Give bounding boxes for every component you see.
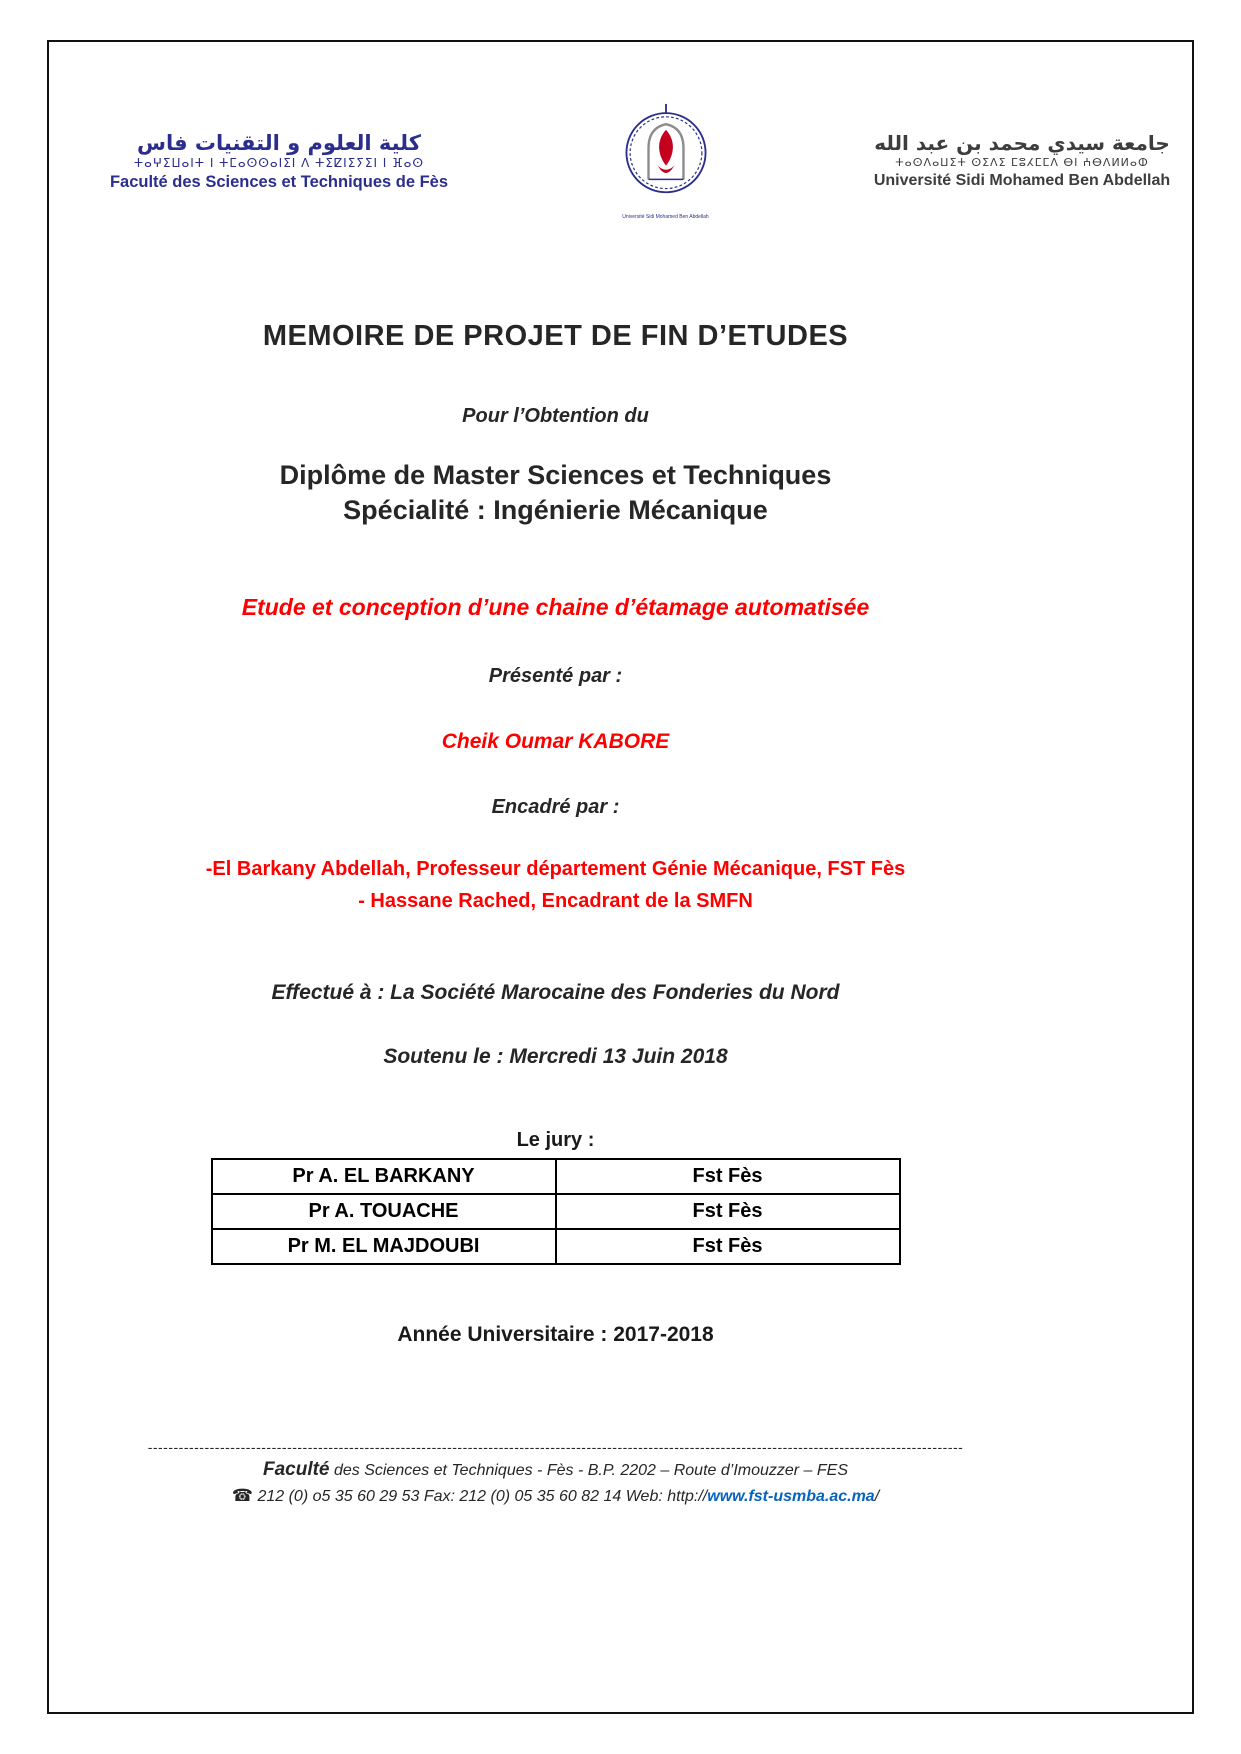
university-name-arabic: جامعة سيدي محمد بن عبد الله bbox=[874, 131, 1170, 156]
jury-member-name: Pr A. EL BARKANY bbox=[212, 1159, 556, 1194]
page-footer bbox=[109, 1439, 1002, 1506]
jury-label: Le jury : bbox=[516, 1129, 595, 1152]
footer-contact-line bbox=[109, 1486, 1002, 1506]
faculty-name-arabic: كلية العلوم و التقنيات فاس bbox=[137, 130, 421, 155]
footer-phone-text: 212 (0) o5 35 60 29 53 Fax: 212 (0) 05 35 60 82 14 Web: http:// bbox=[253, 1488, 708, 1506]
presented-by-label: Présenté par : bbox=[488, 665, 623, 688]
footer-divider: -------------------------------------------------------------------------------------------------------------------------------------------------------------- bbox=[147, 1439, 964, 1456]
supervisor-line: - Hassane Rached, Encadrant de la SMFN bbox=[358, 890, 753, 913]
diploma-line2: Spécialité : Ingénierie Mécanique bbox=[343, 495, 768, 526]
academic-year-line: Année Universitaire : 2017-2018 bbox=[397, 1323, 714, 1347]
website-link[interactable]: www.fst-usmba.ac.ma bbox=[707, 1488, 875, 1506]
supervisor-line: -El Barkany Abdellah, Professeur département Génie Mécanique, FST Fès bbox=[205, 858, 906, 881]
author-name: Cheik Oumar KABORE bbox=[441, 730, 670, 754]
supervisors-block bbox=[109, 853, 1002, 917]
footer-faculty-word: Faculté bbox=[262, 1459, 330, 1481]
university-block bbox=[862, 131, 1182, 190]
project-title: Etude et conception d’une chaine d’étamage automatisée bbox=[241, 594, 870, 621]
jury-table bbox=[211, 1158, 901, 1265]
jury-member-affiliation: Fst Fès bbox=[556, 1159, 900, 1194]
university-name-french: Université Sidi Mohamed Ben Abdellah bbox=[873, 171, 1171, 189]
faculty-name-french: Faculté des Sciences et Techniques de Fès bbox=[109, 172, 449, 191]
memoir-title: MEMOIRE DE PROJET DE FIN D’ETUDES bbox=[262, 320, 849, 352]
footer-link-suffix: / bbox=[874, 1488, 880, 1506]
university-logo bbox=[611, 102, 721, 220]
faculty-block bbox=[89, 130, 469, 192]
diploma-block bbox=[109, 458, 1002, 528]
host-company-line: Effectué à : La Société Marocaine des Fonderies du Nord bbox=[271, 981, 840, 1005]
jury-member-affiliation: Fst Fès bbox=[556, 1229, 900, 1264]
jury-row bbox=[212, 1194, 900, 1229]
supervised-by-label: Encadré par : bbox=[491, 796, 620, 819]
institution-header bbox=[89, 102, 1182, 220]
obtention-label: Pour l’Obtention du bbox=[462, 405, 649, 427]
footer-address-rest: des Sciences et Techniques - Fès - B.P. 2202 – Route d’Imouzzer – FES bbox=[329, 1462, 849, 1480]
jury-member-name: Pr A. TOUACHE bbox=[212, 1194, 556, 1229]
defense-date-line: Soutenu le : Mercredi 13 Juin 2018 bbox=[383, 1045, 728, 1069]
jury-row bbox=[212, 1159, 900, 1194]
university-name-tifinagh: ⵜⴰⵙⴷⴰⵡⵉⵜ ⵙⵉⴷⵉ ⵎⵓⵃⵎⵎⴷ ⴱⵏ ⵄⴱⴷⵍⵍⴰⵀ bbox=[895, 156, 1149, 170]
faculty-name-tifinagh: ⵜⴰⵖⵉⵡⴰⵏⵜ ⵏ ⵜⵎⴰⵙⵙⴰⵏⵉⵏ ⴷ ⵜⵉⵇⵏⵉⵢⵉⵏ ⵏ ⴼⴰⵙ bbox=[133, 156, 425, 171]
diploma-line1: Diplôme de Master Sciences et Techniques bbox=[279, 460, 832, 490]
jury-member-affiliation: Fst Fès bbox=[556, 1194, 900, 1229]
page-border-frame bbox=[47, 40, 1194, 1714]
university-emblem-icon bbox=[620, 102, 712, 213]
cover-content bbox=[109, 320, 1002, 1506]
phone-icon: ☎ bbox=[231, 1486, 254, 1507]
logo-caption: Université Sidi Mohamed Ben Abdellah bbox=[622, 214, 709, 220]
jury-row bbox=[212, 1229, 900, 1264]
jury-member-name: Pr M. EL MAJDOUBI bbox=[212, 1229, 556, 1264]
footer-address-line bbox=[109, 1459, 1002, 1481]
